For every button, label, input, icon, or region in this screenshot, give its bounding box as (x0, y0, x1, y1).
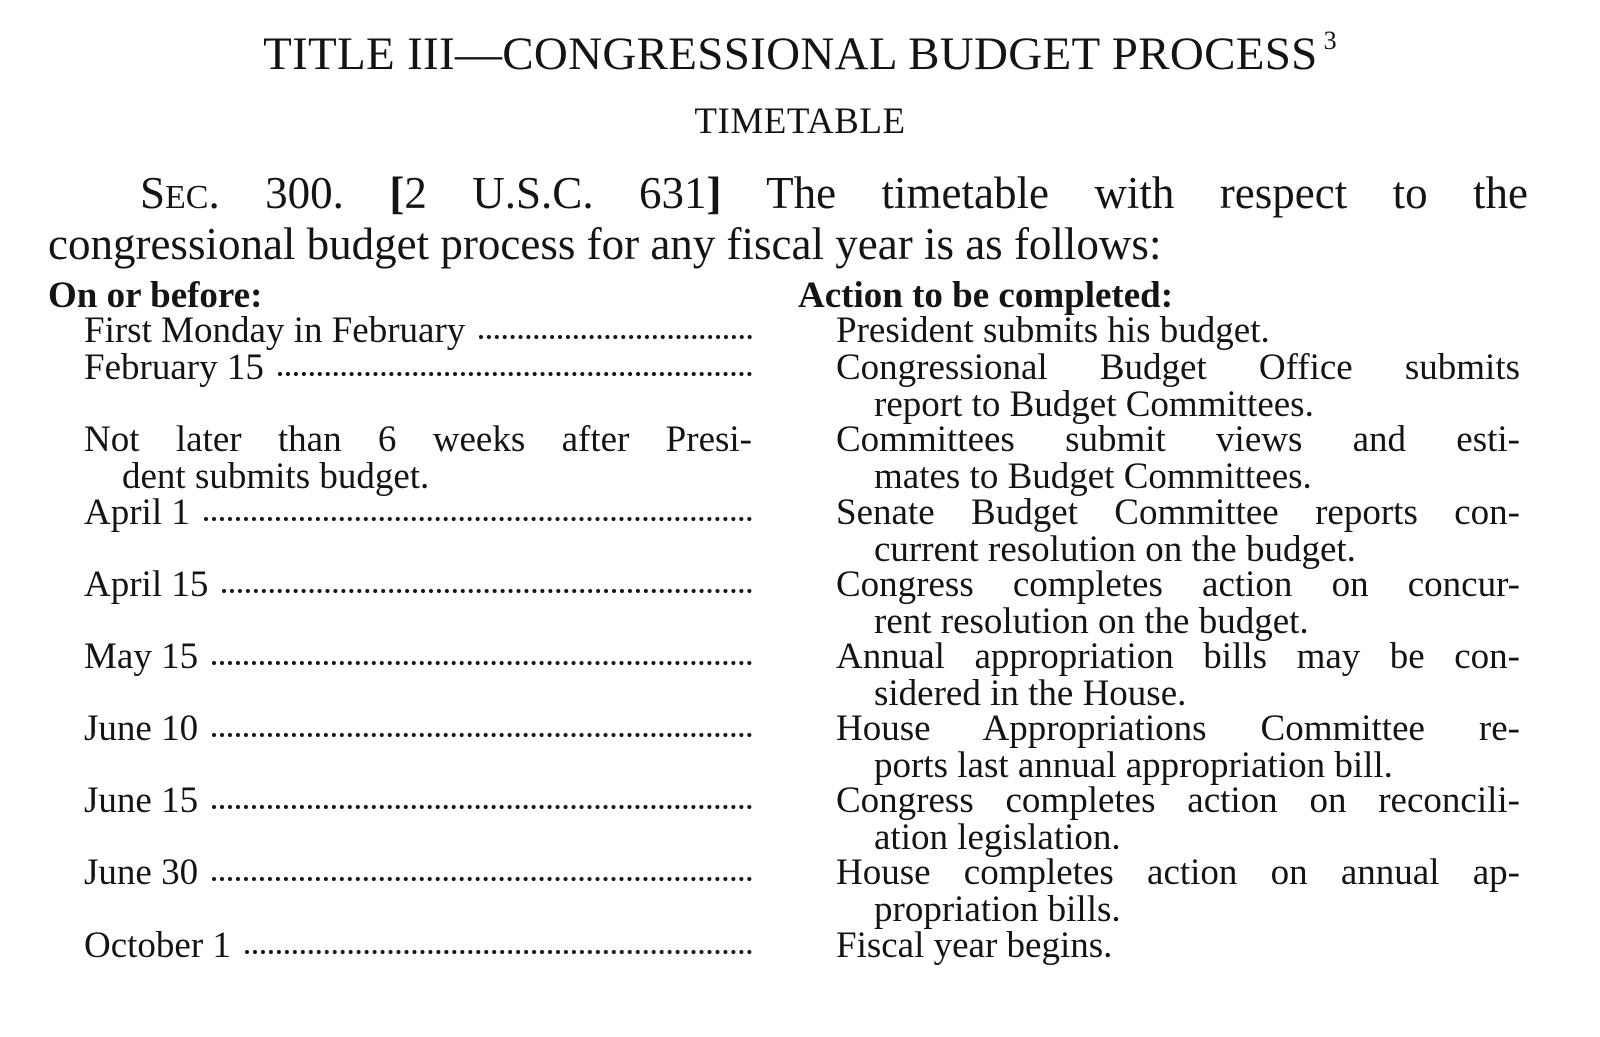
action-line: President submits his budget. (836, 310, 1270, 351)
deadline-text: February 15 (84, 347, 264, 388)
action-cell (836, 710, 1520, 784)
deadline-text: April 15 (84, 564, 209, 605)
dot-leader (212, 661, 752, 665)
deadline-cell (84, 638, 752, 675)
action-line: rent resolution on the budget. (874, 601, 1309, 642)
deadline-cell (84, 566, 752, 603)
dot-leader (245, 950, 752, 954)
dot-leader (278, 372, 752, 376)
action-cell (836, 927, 1520, 964)
action-cell (836, 566, 1520, 640)
action-line: sidered in the House. (874, 673, 1187, 714)
citation: 2 U.S.C. 631 (404, 168, 707, 218)
dot-leader (479, 335, 752, 339)
action-line: Congressional Budget Office submits (836, 347, 1520, 388)
action-line: House Appropriations Committee re- (836, 708, 1520, 749)
action-cell (836, 782, 1520, 856)
dot-leader (212, 733, 752, 737)
deadline-text: First Monday in February (84, 310, 466, 351)
citation-bracket-close: ] (706, 168, 722, 218)
action-line: House completes action on annual ap- (836, 852, 1520, 893)
action-line: mates to Budget Committees. (874, 456, 1312, 497)
intro-line-1 (48, 170, 1528, 221)
section-label-smallcaps: EC (165, 179, 209, 216)
dot-leader (222, 589, 752, 593)
action-cell (836, 421, 1520, 495)
title-heading (0, 14, 1600, 81)
section-number: . 300. (208, 168, 344, 218)
action-line: propriation bills. (874, 889, 1121, 930)
section-label-initial: S (140, 168, 166, 218)
deadline-text: dent submits budget. (122, 456, 430, 497)
deadline-cell (84, 782, 752, 819)
subtitle-heading: TIMETABLE (694, 101, 906, 142)
action-cell (836, 494, 1520, 568)
deadline-text: October 1 (84, 925, 231, 966)
deadline-cell (84, 349, 752, 386)
section-intro (48, 170, 1528, 267)
action-cell (836, 312, 1520, 349)
action-line: ports last annual appropriation bill. (874, 745, 1393, 786)
action-line: Committees submit views and esti- (836, 419, 1520, 460)
deadline-cell (84, 421, 752, 495)
action-line: Annual appropriation bills may be con- (836, 636, 1520, 677)
intro-text-line-1: The timetable with respect to the (766, 168, 1529, 218)
intro-line-2: congressional budget process for any fiscal year is as follows: (48, 219, 1162, 269)
dot-leader (204, 517, 752, 521)
action-line: Congress completes action on reconcili- (836, 780, 1520, 821)
action-cell (836, 638, 1520, 712)
action-cell (836, 349, 1520, 423)
dot-leader (212, 877, 752, 881)
action-line: Congress completes action on concur- (836, 564, 1520, 605)
deadline-cell (84, 312, 752, 349)
deadline-text: April 1 (84, 492, 190, 533)
title-text: TITLE III—CONGRESSIONAL BUDGET PROCESS (263, 28, 1318, 80)
deadline-cell (84, 927, 752, 964)
citation-bracket-open: [ (389, 168, 405, 218)
action-line: ation legislation. (874, 817, 1121, 858)
deadline-cell (84, 710, 752, 747)
deadline-text: June 10 (84, 708, 199, 749)
action-line: current resolution on the budget. (874, 529, 1356, 570)
right-column-header: Action to be completed: (798, 275, 1174, 316)
dot-leader (212, 805, 752, 809)
deadline-cell (84, 854, 752, 891)
deadline-text: June 30 (84, 852, 199, 893)
action-line: report to Budget Committees. (874, 384, 1314, 425)
deadline-text: June 15 (84, 780, 199, 821)
deadline-text: Not later than 6 weeks after Presi- (84, 419, 752, 460)
action-line: Fiscal year begins. (836, 925, 1113, 966)
left-column-header: On or before: (48, 275, 263, 316)
footnote-marker: 3 (1323, 26, 1337, 55)
deadline-text: May 15 (84, 636, 199, 677)
deadline-cell (84, 494, 752, 531)
action-line: Senate Budget Committee reports con- (836, 492, 1520, 533)
action-cell (836, 854, 1520, 928)
